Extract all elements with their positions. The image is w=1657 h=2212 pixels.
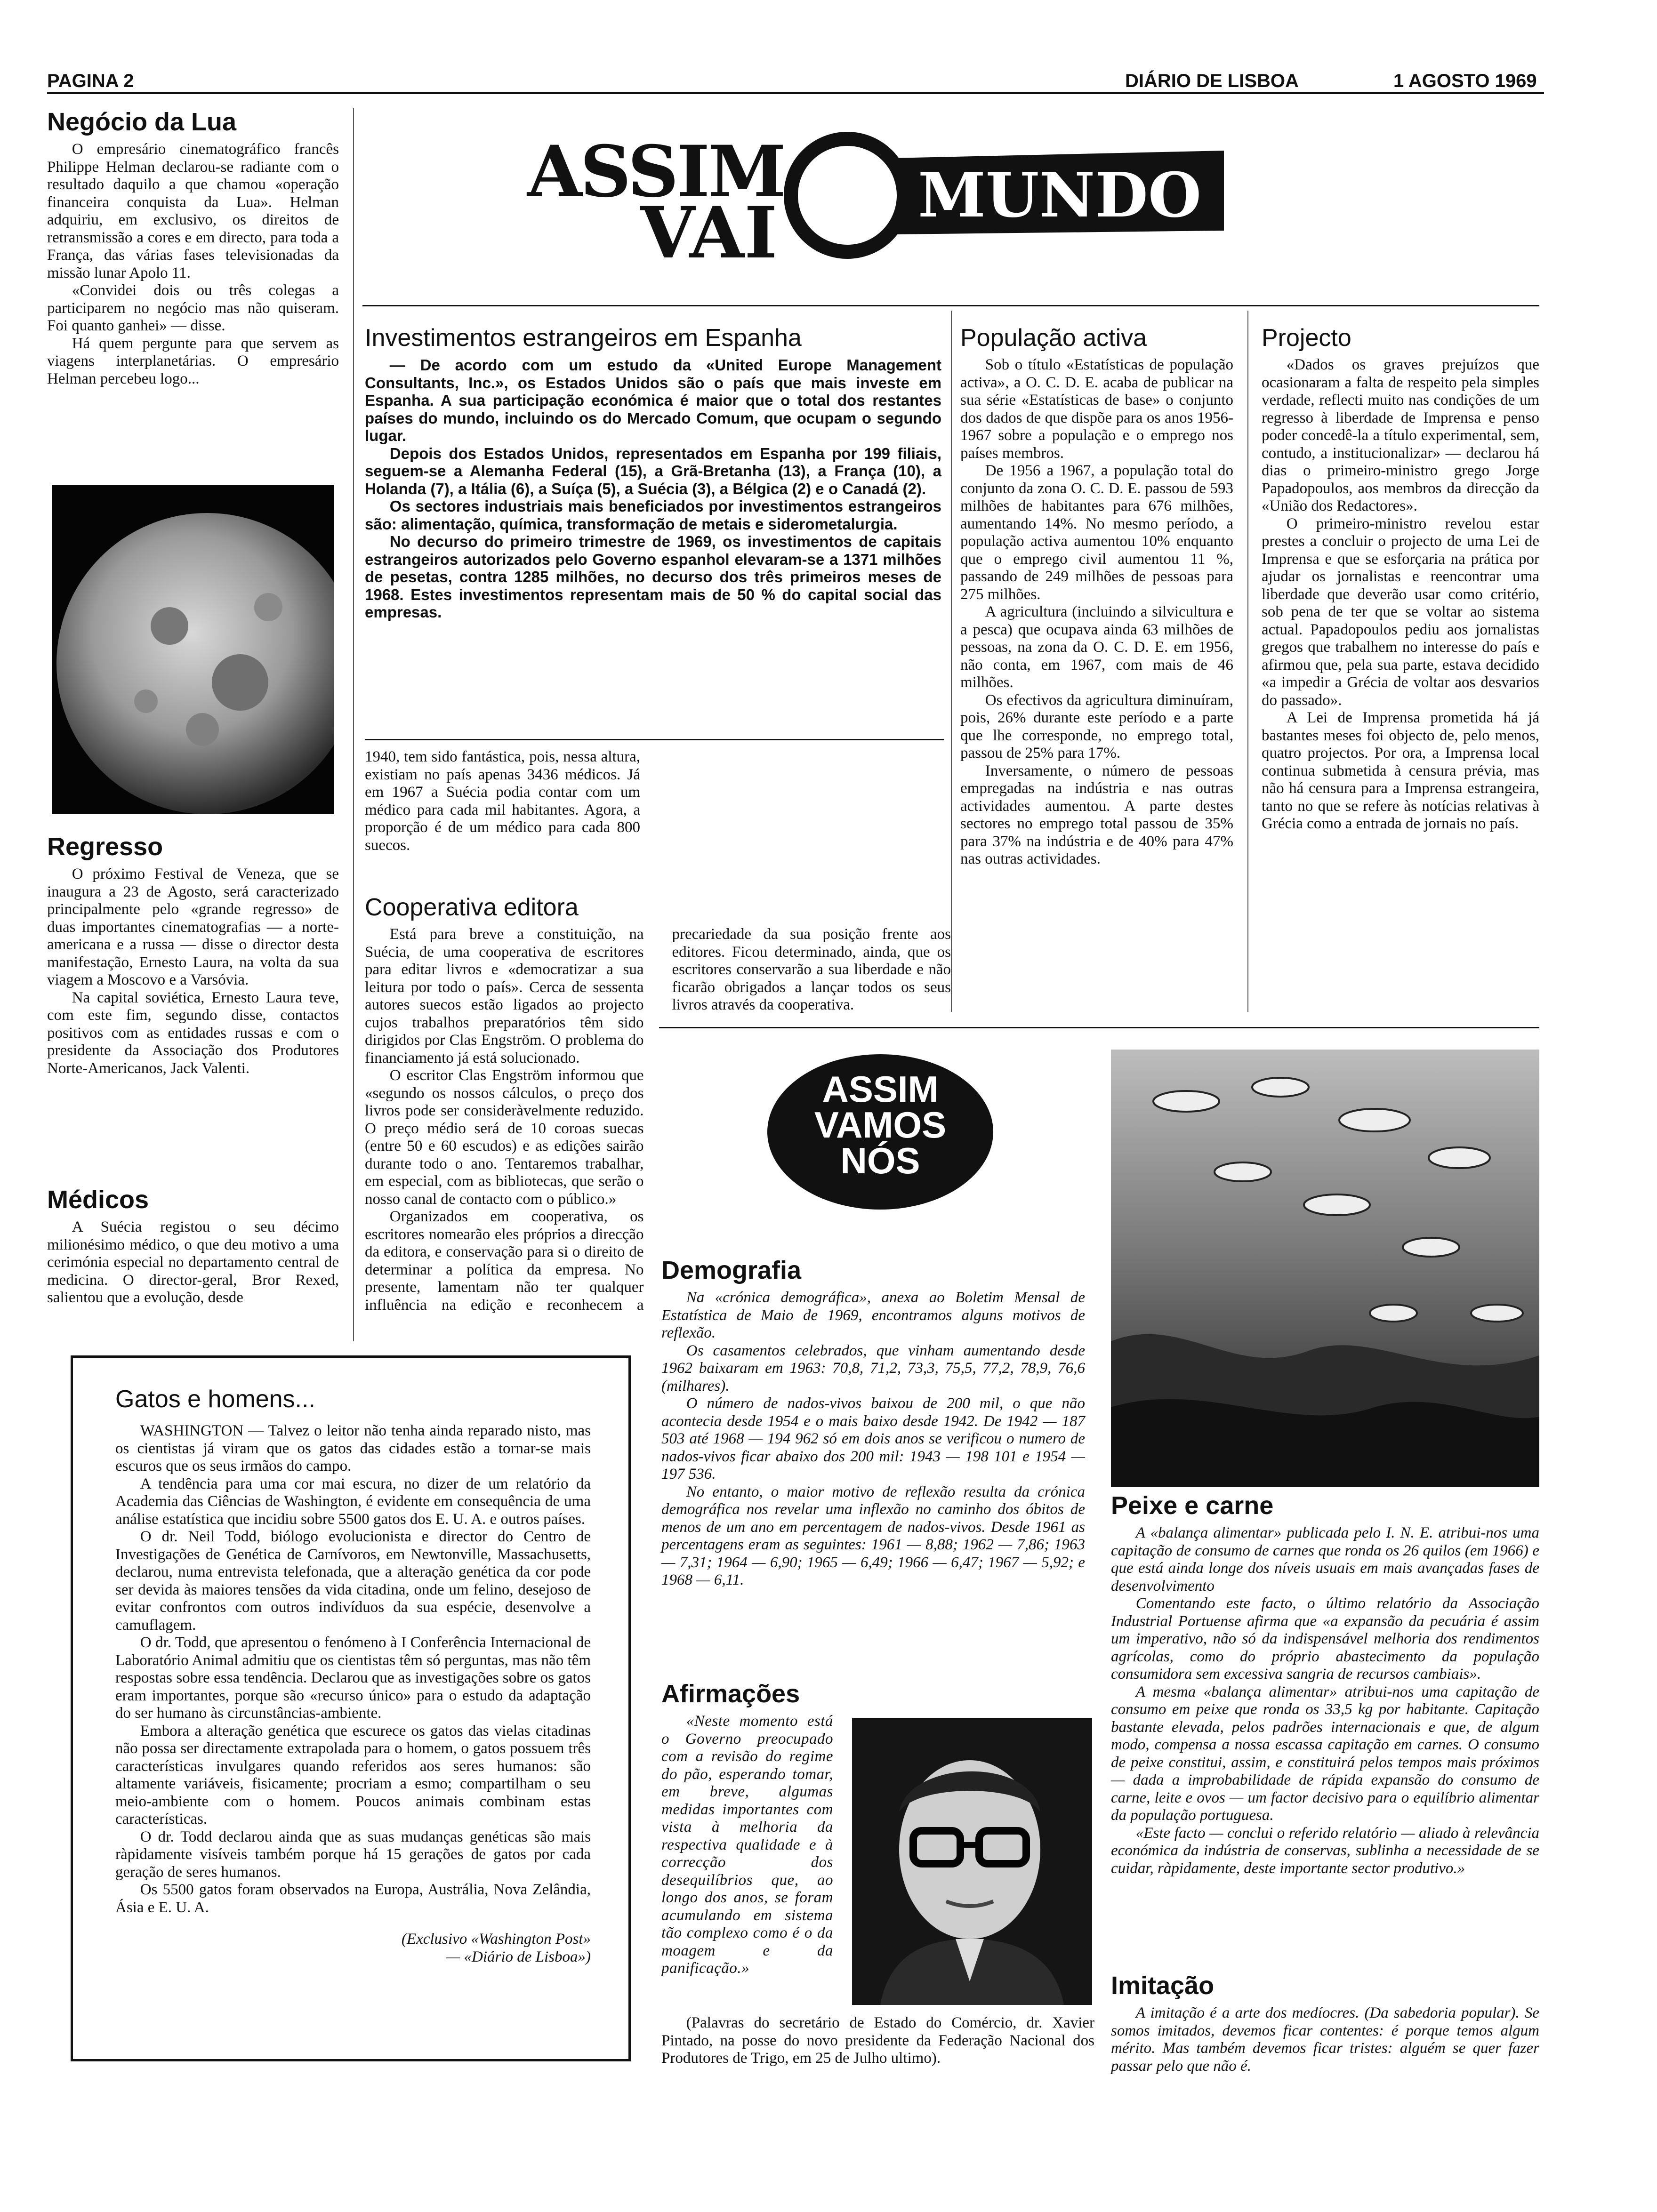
paragraph: O dr. Todd, que apresentou o fenómeno à I Conferência Internacional de Laboratório Animal admitiu que os cientistas têm só perguntas, mas não têm respostas sobre essa tendência. Declarou que as investigações sobre os gatos eram importantes, porque são «recurso único» para o estudo da adaptação do ser humano às circunstâncias-ambiente. — [115, 1634, 591, 1722]
paragraph: O primeiro-ministro revelou estar prestes a concluir o projecto de uma Lei de Imprensa e que se esforçaria na prática por ajudar os jornalistas e reencontrar uma liberdade que deverão usar como critério, sob pena de ter que se voltar ao sistema actual. Papadopoulos pediu aos jornalistas gregos que trabalhem no interesse do país e afirmou que, pela sua parte, estava decidido «a impedir a Grécia de voltar aos desvarios do passado». — [1262, 515, 1539, 709]
paragraph: O número de nados-vivos baixou de 200 mil, o que não acontecia desde 1954 e o mais baixo desde 1942. De 1942 — 187 503 até 1968 — 194 962 só em dois anos se verificou o numero de nados-vivos ficar abaixo dos 200 mil: 1943 — 198 101 e 1954 — 197 536. — [661, 1395, 1085, 1483]
caption-text: (Palavras do secretário de Estado do Comércio, dr. Xavier Pintado, na posse do novo presidente da Federação Nacional dos Produtores de Trigo, em 25 de Julho ultimo). — [661, 2014, 1094, 2067]
paragraph: «Dados os graves prejuízos que ocasionaram a falta de respeito pela simples verdade, reflecti muito nas condições de um regresso à liberdade de Imprensa e penso poder concedê-la a título experimental, sem, contudo, a institucionalizar» — declarou há dias o primeiro-ministro grego Jorge Papadopoulos, aos membros da direcção da «União dos Redactores». — [1262, 356, 1539, 515]
paragraph: A Lei de Imprensa prometida há já bastantes meses foi objecto de, pelo menos, quatro projectos. Por ora, a Imprensa local continua submetida à censura prévia, mas não há censura para a Imprensa estrangeira, tanto no que se refere às notícias relativas à Grécia como a entrada de jornais no país. — [1262, 709, 1539, 833]
article-regresso — [47, 833, 339, 1077]
article-negocio-da-lua — [47, 108, 339, 388]
masthead-vai: VAI — [640, 192, 778, 274]
article-body — [47, 866, 339, 1077]
article-populacao-activa — [960, 325, 1233, 868]
paragraph: A imitação é a arte dos medíocres. (Da sabedoria popular). Se somos imitados, devemos ficar contentes: é porque temos algum mérito. Mas também devemos ficar tristes: alguém se quer fazer passar pelo que não é. — [1111, 2004, 1539, 2075]
paragraph: Os sectores industriais mais beneficiados por investimentos estrangeiros são: alimentação, química, transformação de metais e siderometalurgia. — [365, 497, 941, 533]
article-peixe-e-carne — [1111, 1492, 1539, 1877]
paragraph: Está para breve a constituição, na Suécia, de uma cooperativa de escritores para editar livros e «democratizar a sua leitura por todo o país». Cerca de sessenta autores suecos estão ligados ao projecto cujos trabalhos preparatórios têm sido dirigidos por Clas Engström. O problema do financiamento já está solucionado. — [365, 926, 644, 1066]
article-body — [1111, 1524, 1539, 1877]
article-title: Cooperativa editora — [365, 894, 579, 921]
assim-vamos-nos-badge — [767, 1054, 993, 1210]
issue-date: 1 AGOSTO 1969 — [1393, 71, 1537, 91]
moon-photo — [52, 485, 334, 814]
paragraph: — De acordo com um estudo da «United Europe Management Consultants, Inc.», os Estados Unidos são o país que mais investe em Espanha. A sua participação económica é maior que o total dos restantes países do mundo, incluindo os do Mercado Comum, que ocupam o segundo lugar. — [365, 356, 941, 445]
badge-line-1: ASSIM — [822, 1068, 939, 1110]
article-projecto — [1262, 325, 1539, 833]
paragraph: Inversamente, o número de pessoas empregadas na indústria e nas outras actividades aumentou. A parte destes sectores no emprego total passou de 35% para 37% na indústria e de 40% para 47% nas outras actividades. — [960, 762, 1233, 868]
badge-line-3: NÓS — [840, 1140, 920, 1181]
article-body — [47, 1218, 339, 1307]
paragraph: Os 5500 gatos foram observados na Europa, Austrália, Nova Zelândia, Ásia e E. U. A. — [115, 1881, 591, 1916]
newspaper-name: DIÁRIO DE LISBOA — [1125, 71, 1299, 91]
paragraph: Sob o título «Estatísticas de população activa», a O. C. D. E. acaba de publicar na sua série «Estatísticas de base» o conjunto dos dados de que dispõe para os anos 1956-1967 sobre a população e o emprego nos países membros. — [960, 356, 1233, 462]
article-body — [1262, 356, 1539, 833]
article-title: Investimentos estrangeiros em Espanha — [365, 324, 802, 352]
column-divider — [951, 311, 952, 1012]
article-title: Peixe e carne — [1111, 1491, 1274, 1520]
article-body — [960, 356, 1233, 868]
article-title: Projecto — [1262, 324, 1351, 352]
article-title: Demografia — [661, 1256, 802, 1284]
afirmacoes-caption — [661, 2014, 1094, 2068]
fish-photo — [1111, 1050, 1539, 1487]
paragraph: No entanto, o maior motivo de reflexão resulta da crónica demográfica nos revelar uma inflexão no caminho dos óbitos de menos de um ano em percentagem de nados-vivos. Desde 1961 as percentagens eram as seguintes: 1961 — 8,88; 1962 — 7,86; 1963 — 7,31; 1964 — 6,90; 1965 — 6,49; 1966 — 6,47; 1967 — 5,92; e 1968 — 6,11. — [661, 1483, 1085, 1589]
article-body — [115, 1422, 591, 1916]
paragraph: A agricultura (incluindo a silvicultura e a pesca) que ocupava ainda 63 milhões de pessoas, na zona da O. C. D. E. em 1956, não conta, em 1967, com mais de 46 milhões. — [960, 603, 1233, 691]
column-divider — [1247, 311, 1248, 1012]
page-number: PAGINA 2 — [47, 71, 134, 91]
portrait-photo — [852, 1718, 1092, 2005]
article-body — [365, 356, 941, 621]
paragraph: Os casamentos celebrados, que vinham aumentando desde 1962 baixaram em 1963: 70,8, 71,2, 73,3, 75,5, 77,2, 78,9, 76,6 (milhares). — [661, 1342, 1085, 1395]
credit-line-2: — «Diário de Lisboa») — [446, 1948, 591, 1965]
section-rule — [362, 305, 1539, 306]
paragraph: Os efectivos da agricultura diminuíram, pois, 26% durante este período e a parte que lhe corresponde, no emprego total, passou de 25% para 17%. — [960, 691, 1233, 762]
credit-line-1: (Exclusivo «Washington Post» — [401, 1931, 591, 1948]
credit — [115, 1931, 591, 1966]
paragraph: A «balança alimentar» publicada pelo I. N. E. atribui-nos uma capitação de consumo de carnes que ronda os 26 quilos (em 1966) e que está ainda longe dos níveis usuais em mais avançadas fases de desenvolvimento — [1111, 1524, 1539, 1595]
paragraph: WASHINGTON — Talvez o leitor não tenha ainda reparado nisto, mas os cientistas já viram que os gatos das cidades estão a tornar-se mais escuros que os seus irmãos do campo. — [115, 1422, 591, 1475]
article-title: Gatos e homens... — [115, 1386, 315, 1413]
paragraph: No decurso do primeiro trimestre de 1969, os investimentos de capitais estrangeiros autorizados pelo Governo espanhol elevaram-se a 1371 milhões de pesetas, contra 1285 milhões, no decurso dos três primeiros meses de 1968. Estes investimentos representam mais de 50 % do capital social das empresas. — [365, 533, 941, 621]
article-investimentos — [365, 325, 941, 621]
article-imitacao — [1111, 1972, 1539, 2075]
paragraph: O próximo Festival de Veneza, que se inaugura a 23 de Agosto, será caracterizado principalmente pelo «grande regresso» de duas importantes cinematografias — a norte-americana e a russa — disse o director desta manifestação, Ernesto Laura, na volta da sua viagem a Moscovo e a Varsóvia. — [47, 866, 339, 989]
masthead-assim: ASSIM — [527, 130, 784, 213]
paragraph: De 1956 a 1967, a população total do conjunto da zona O. C. D. E. passou de 593 milhões de habitantes para 676 milhões, aumentando 14%. No mesmo período, a população activa aumentou 10% enquanto que o emprego civil aumentou 11 %, passando de 249 milhões de pessoas para 275 milhões. — [960, 462, 1233, 603]
paragraph: Organizados em cooperativa, os escritores nomearão eles próprios a direcção da editora, e conservação para si o direito de determinar a política da empresa. No presente, lamentam não ter qualquer influência na edição e reconhecem a precariedade da sua posição frente aos editores. Ficou determinado, ainda, que os escritores conservarão a sua liberdade e não ficarão obrigados a lançar todos os seus livros através da cooperativa. — [365, 926, 951, 1314]
article-demografia — [661, 1257, 1085, 1589]
article-medicos — [47, 1186, 339, 1307]
column-divider — [353, 108, 354, 1341]
paragraph: Embora a alteração genética que escurece os gatos das vielas citadinas não possa ser directamente extrapolada para o homem, o gatos possuem três características invulgares quando referidos aos seres humanos: são altamente variáveis, fisicamente; procriam a esmo; compartilham o seu meio-ambiente com o homem. Poucos animais combinam estas características. — [115, 1722, 591, 1828]
paragraph: Comentando este facto, o último relatório da Associação Industrial Portuense afirma que «a expansão da pecuária é assim um imperativo, não só da indispensável melhoria dos rendimentos agrícolas, como do próprio abastecimento da população consumidora sem excessiva sangria de recursos cambiais». — [1111, 1595, 1539, 1683]
paragraph: 1940, tem sido fantástica, pois, nessa altura, existiam no país apenas 3436 médicos. Já em 1967 a Suécia podia contar com um médico para cada mil habitantes. Agora, a proporção é de um médico para cada 800 suecos. — [365, 748, 640, 854]
header-rule — [47, 92, 1544, 94]
medicos-continuation — [365, 748, 640, 854]
article-title: População activa — [960, 324, 1147, 352]
paragraph: «Este facto — conclui o referido relatório — aliado à relevância económica da indústria de conservas, sublinha a necessidade de se cuidar, ràpidamente, deste importante sector produtivo.» — [1111, 1824, 1539, 1877]
quote — [661, 1713, 833, 1978]
moon-image — [52, 485, 334, 814]
masthead — [518, 118, 1247, 273]
paragraph: A mesma «balança alimentar» atribui-nos uma capitação de consumo em peixe que ronda os 33,5 kg por habitante. Capitação bastante elevada, pelos padrões internacionais e que, de algum modo, compensa a nossa escassa capitação em carnes. O consumo de peixe constitui, assim, e constituirá pelos tempos mais próximos — dada a improbabilidade de rápida expansão do consumo de carne, leite e ovos — um factor decisivo para o equilíbrio alimentar da população portuguesa. — [1111, 1683, 1539, 1824]
paragraph: A tendência para uma cor mai escura, no dizer de um relatório da Academia das Ciências de Washington, é evidente em consequência de uma análise estatística que incidiu sobre 5500 gatos dos E. U. A. e outros países. — [115, 1475, 591, 1528]
article-title: Afirmações — [661, 1680, 800, 1708]
article-gatos-e-homens — [115, 1386, 591, 1966]
portrait-image — [852, 1718, 1092, 2005]
paragraph: Na «crónica demográfica», anexa ao Boletim Mensal de Estatística de Maio de 1969, encontramos alguns motivos de reflexão. — [661, 1289, 1085, 1342]
paragraph: Na capital soviética, Ernesto Laura teve, com este fim, segundo disse, contactos positivos com as entidades russas e com o presidente da Associação dos Produtores Norte-Americanos, Jack Valenti. — [47, 989, 339, 1077]
badge-line-2: VAMOS — [814, 1104, 947, 1146]
paragraph: O dr. Neil Todd, biólogo evolucionista e director do Centro de Investigações de Genética de Carnívoros, em Newtonville, Massachusetts, declarou, numa entrevista telefonada, que a alteração genética da cor pode ser devida às maiores tensões da vida citadina, onde um felino, desejoso de evitar confrontos com outros indivíduos da sua espécie, desenvolve a camuflagem. — [115, 1528, 591, 1634]
section-rule — [365, 739, 944, 740]
paragraph: Há quem pergunte para que servem as viagens interplanetárias. O empresário Helman percebeu logo... — [47, 335, 339, 387]
paragraph: O dr. Todd declarou ainda que as suas mudanças genéticas são mais ràpidamente visíveis também porque há 15 gerações de gatos por cada geração de seres humanos. — [115, 1828, 591, 1881]
article-title: Imitação — [1111, 1972, 1215, 2000]
section-rule — [659, 1027, 1539, 1028]
paragraph: «Convidei dois ou três colegas a participarem no negócio mas não quiseram. Foi quanto ganhei» — disse. — [47, 282, 339, 335]
paragraph: O empresário cinematográfico francês Philippe Helman declarou-se radiante com o resultado daquilo a que chamou «operação financeira conquista da Lua». Helman adquiriu, em exclusivo, os direitos de retransmissão a cores e em directo, para toda a França, das várias fases televisionadas da missão lunar Apolo 11. — [47, 141, 339, 281]
article-title: Médicos — [47, 1186, 149, 1214]
masthead-mundo: MUNDO — [918, 159, 1202, 231]
fish-image — [1111, 1050, 1539, 1487]
article-title: Negócio da Lua — [47, 108, 237, 136]
paragraph: A Suécia registou o seu décimo milionésimo médico, o que deu motivo a uma cerimónia especial no departamento central de medicina. O director-geral, Bror Rexed, salientou que a evolução, desde — [47, 1218, 339, 1306]
article-title: Regresso — [47, 833, 163, 861]
paragraph: «Neste momento está o Governo preocupado com a revisão do regime do pão, esperando tomar, em breve, algumas medidas importantes com vista à melhoria da respectiva qualidade e à correcção dos desequilíbrios que, ao longo dos anos, se foram acumulando em sistema tão complexo como é o da moagem e da panificação.» — [661, 1713, 833, 1977]
article-body — [1111, 2004, 1539, 2075]
article-body — [47, 141, 339, 388]
article-body — [661, 1289, 1085, 1589]
paragraph: O escritor Clas Engström informou que «segundo os nossos cálculos, o preço dos livros pode ser consideràvelmente reduzido. O preço médio será de 10 coroas suecas (entre 50 e 60 escudos) e as edições sairão durante todo o ano. Tentaremos trabalhar, em especial, com as bibliotecas, que serão o nosso canal de contacto com o público.» — [365, 1067, 644, 1208]
paragraph: Depois dos Estados Unidos, representados em Espanha por 199 filiais, seguem-se a Alemanha Federal (15), a Grã-Bretanha (13), a França (10), a Holanda (7), a Itália (6), a Suíça (5), a Suécia (3), a Bélgica (2) e o Canadá (2). — [365, 444, 941, 497]
